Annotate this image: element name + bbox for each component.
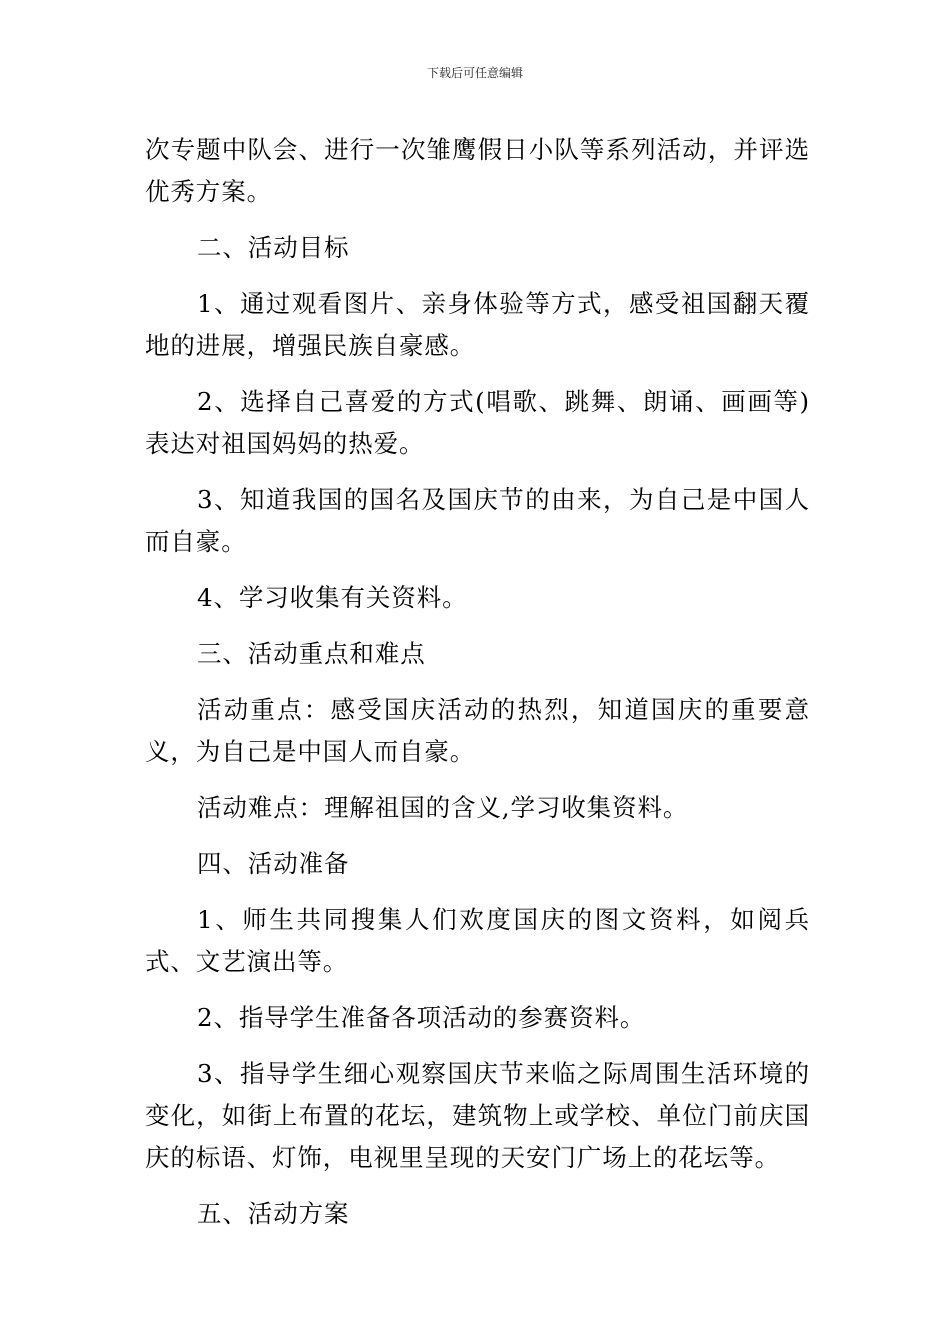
page-header-note: 下载后可任意编辑 — [426, 66, 523, 80]
section-heading-key-points: 三、活动重点和难点 — [197, 639, 426, 668]
section-heading-plan: 五、活动方案 — [197, 1199, 350, 1228]
key-point-focus: 活动重点：感受国庆活动的热烈，知道国庆的重要意义，为自己是中国人而自豪。 — [145, 695, 810, 766]
section-heading-preparation: 四、活动准备 — [197, 849, 350, 878]
preparation-item-3: 3、指导学生细心观察国庆节来临之际周围生活环境的变化，如街上布置的花坛，建筑物上或学校、单位门前庆国庆的标语、灯饰，电视里呈现的天安门广场上的花坛等。 — [145, 1059, 810, 1172]
preparation-item-1: 1、师生共同搜集人们欢度国庆的图文资料，如阅兵式、文艺演出等。 — [145, 905, 810, 976]
goal-item-3: 3、知道我国的国名及国庆节的由来，为自己是中国人而自豪。 — [145, 485, 810, 556]
preparation-item-2: 2、指导学生准备各项活动的参赛资料。 — [197, 1003, 646, 1032]
goal-item-2: 2、选择自己喜爱的方式(唱歌、跳舞、朗诵、画画等)表达对祖国妈妈的热爱。 — [145, 387, 810, 458]
key-point-difficulty: 活动难点：理解祖国的含义,学习收集资料。 — [197, 793, 689, 822]
paragraph-intro-continuation: 次专题中队会、进行一次雏鹰假日小队等系列活动，并评选优秀方案。 — [145, 135, 810, 206]
document-body — [145, 129, 810, 1249]
goal-item-4: 4、学习收集有关资料。 — [197, 583, 468, 612]
section-heading-goals: 二、活动目标 — [197, 233, 350, 262]
goal-item-1: 1、通过观看图片、亲身体验等方式，感受祖国翻天覆地的进展，增强民族自豪感。 — [145, 289, 810, 360]
